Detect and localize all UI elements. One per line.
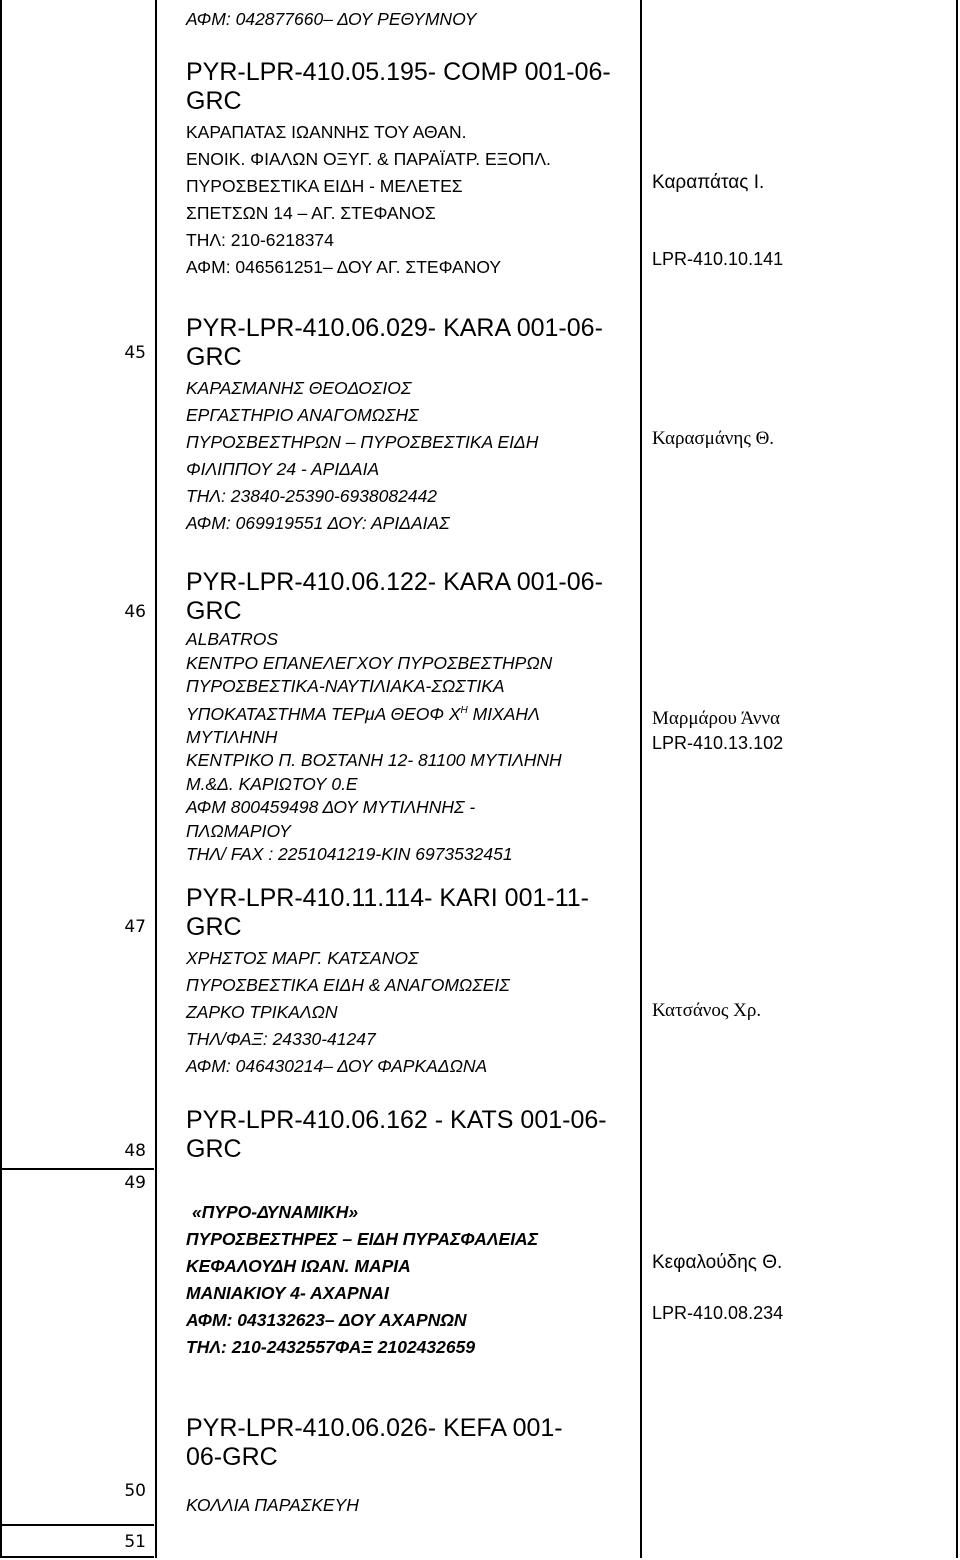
product-code-line-2: GRC (186, 913, 242, 941)
entry-50 (186, 1414, 646, 1519)
address-line: ΠΥΡΟΣΒΕΣΤΗΡΩΝ – ΠΥΡΟΣΒΕΣΤΙΚΑ ΕΙΔΗ (186, 432, 539, 452)
address-line: ΜΥΤΙΛΗΝΗ (186, 726, 278, 747)
address-line: ΠΥΡΟΣΒΕΣΤΙΚΑ ΕΙΔΗ - ΜΕΛΕΤΕΣ (186, 176, 463, 196)
responsible-person: Μαρμάρου Άννα (652, 708, 781, 729)
address-line: ΚΕΝΤΡΟ ΕΠΑΝΕΛΕΓΧΟΥ ΠΥΡΟΣΒΕΣΤΗΡΩΝ (186, 652, 553, 673)
entry-47 (186, 884, 646, 1080)
address-line: ΠΥΡΟΣΒΕΣΤΙΚΑ-ΝΑΥΤΙΛΙΑΚΑ-ΣΩΣΤΙΚΑ (186, 676, 505, 696)
address-line: ΖΑΡΚΟ ΤΡΙΚΑΛΩΝ (186, 1002, 338, 1022)
entry-48 (186, 1106, 646, 1361)
row-divider-50-51 (0, 1524, 154, 1526)
address-line: ΠΥΡΟΣΒΕΣΤΗΡΕΣ – ΕΙΔΗ ΠΥΡΑΣΦΑΛΕΙΑΣ (186, 1229, 539, 1249)
address-line: ΤΗΛ: 23840-25390-6938082442 (186, 486, 438, 506)
row-divider-48-49 (0, 1168, 154, 1170)
address-line: ΧΡΗΣΤΟΣ ΜΑΡΓ. ΚΑΤΣΑΝΟΣ (186, 948, 419, 968)
address-line: ΠΛΩΜΑΡΙΟΥ (186, 820, 291, 841)
product-code-line-2: GRC (186, 343, 242, 371)
entry-komp (186, 6, 646, 281)
address-line (186, 699, 646, 726)
product-code-line-2: GRC (186, 597, 242, 625)
address-line: ALBATROS (186, 629, 279, 649)
address-line: ΤΗΛ/ΦΑΞ: 24330-41247 (186, 1029, 376, 1049)
address-text: ΥΠΟΚΑΤΑΣΤΗΜΑ ΤΕΡμΑ ΘΕΟΦ Χ (186, 703, 461, 724)
address-line: ΕΝΟΙΚ. ΦΙΑΛΩΝ ΟΞΥΓ. & ΠΑΡΑΪΑΤΡ. ΕΞΟΠΛ. (186, 149, 551, 169)
superscript: Η (460, 704, 468, 716)
address-line: ΑΦΜ: 046430214– ΔΟΥ ΦΑΡΚΑΔΩΝΑ (186, 1056, 488, 1076)
afm-line: ΑΦΜ: 042877660– ΔΟΥ ΡΕΘΥΜΝΟΥ (186, 9, 477, 29)
address-line: ΣΠΕΤΣΩΝ 14 – ΑΓ. ΣΤΕΦΑΝΟΣ (186, 203, 436, 223)
product-code-line-1: PYR-LPR-410.06.162 - KATS 001-06- (186, 1106, 607, 1134)
table-left-border (0, 0, 2, 1558)
lpr-number: LPR-410.10.141 (652, 249, 784, 269)
product-code-line-1: PYR-LPR-410.05.195- COMP 001-06- (186, 58, 611, 86)
address-line: ΤΗΛ: 210-6218374 (186, 230, 334, 250)
row-number: 48 (124, 1141, 146, 1161)
product-code-line-1: PYR-LPR-410.06.026- KEFA 001- (186, 1414, 563, 1442)
address-line: ΚΑΡΑΠΑΤΑΣ ΙΩΑΝΝΗΣ ΤΟΥ ΑΘΑΝ. (186, 122, 467, 142)
row-number: 45 (124, 343, 146, 363)
entry-45 (186, 314, 646, 537)
address-line: ΚΕΦΑΛΟΥΔΗ ΙΩΑΝ. ΜΑΡΙΑ (186, 1256, 411, 1276)
table-right-border (956, 0, 958, 1558)
address-line: ΚΑΡΑΣΜΑΝΗΣ ΘΕΟΔΟΣΙΟΣ (186, 378, 412, 398)
address-text: ΜΙΧΑΗΛ (467, 703, 540, 724)
row-number: 50 (124, 1481, 146, 1501)
address-line: ΠΥΡΟΣΒΕΣΤΙΚΑ ΕΙΔΗ & ΑΝΑΓΟΜΩΣΕΙΣ (186, 975, 510, 995)
address-line: ΕΡΓΑΣΤΗΡΙΟ ΑΝΑΓΟΜΩΣΗΣ (186, 405, 419, 425)
table-bottom-border (0, 1556, 154, 1558)
address-line: ΤΗΛ/ FAX : 2251041219-ΚΙΝ 6973532451 (186, 844, 513, 865)
address-line: ΑΦΜ: 069919551 ΔΟΥ: ΑΡΙΔΑΙΑΣ (186, 513, 450, 533)
row-number: 47 (124, 917, 146, 937)
address-line: ΚΕΝΤΡΙΚΟ Π. ΒΟΣΤΑΝΗ 12- 81100 ΜΥΤΙΛΗΝΗ (186, 750, 562, 771)
company-name: «ΠΥΡΟ-ΔΥΝΑΜΙΚΗ» (192, 1202, 359, 1222)
product-code-line-1: PYR-LPR-410.11.114- KARI 001-11- (186, 884, 589, 912)
product-code-line-2: 06-GRC (186, 1443, 278, 1471)
row-number: 49 (124, 1173, 146, 1193)
responsible-person: Κεφαλούδης Θ. (652, 1252, 783, 1273)
product-code-line-1: PYR-LPR-410.06.122- KARA 001-06- (186, 568, 603, 596)
address-line: ΑΦΜ 800459498 ΔΟΥ ΜΥΤΙΛΗΝΗΣ - (186, 797, 476, 818)
product-code-line-2: GRC (186, 1135, 242, 1163)
row-number: 51 (124, 1532, 146, 1552)
row-number: 46 (124, 602, 146, 622)
address-line: ΦΙΛΙΠΠΟΥ 24 - ΑΡΙΔΑΙΑ (186, 459, 380, 479)
address-line: ΚΟΛΛΙΑ ΠΑΡΑΣΚΕΥΗ (186, 1495, 359, 1515)
responsible-person: Καραπάτας Ι. (652, 172, 765, 193)
address-line: ΤΗΛ: 210-2432557ΦΑΞ 2102432659 (186, 1337, 476, 1357)
address-line: Μ.&Δ. ΚΑΡΙΩΤΟΥ 0.Ε (186, 773, 358, 794)
product-code-line-2: GRC (186, 87, 242, 115)
address-line: ΑΦΜ: 043132623– ΔΟΥ ΑΧΑΡΝΩΝ (186, 1310, 467, 1330)
lpr-number: LPR-410.08.234 (652, 1303, 784, 1323)
lpr-number: LPR-410.13.102 (652, 733, 784, 753)
entry-46 (186, 568, 646, 867)
table-column-divider-1 (155, 0, 157, 1558)
product-code-line-1: PYR-LPR-410.06.029- KARA 001-06- (186, 314, 603, 342)
responsible-person: Καρασμάνης Θ. (652, 428, 775, 449)
responsible-person: Κατσάνος Χρ. (652, 1000, 762, 1021)
address-line: ΑΦΜ: 046561251– ΔΟΥ ΑΓ. ΣΤΕΦΑΝΟΥ (186, 257, 502, 277)
address-line: ΜΑΝΙΑΚΙΟΥ 4- ΑΧΑΡΝΑΙ (186, 1283, 389, 1303)
